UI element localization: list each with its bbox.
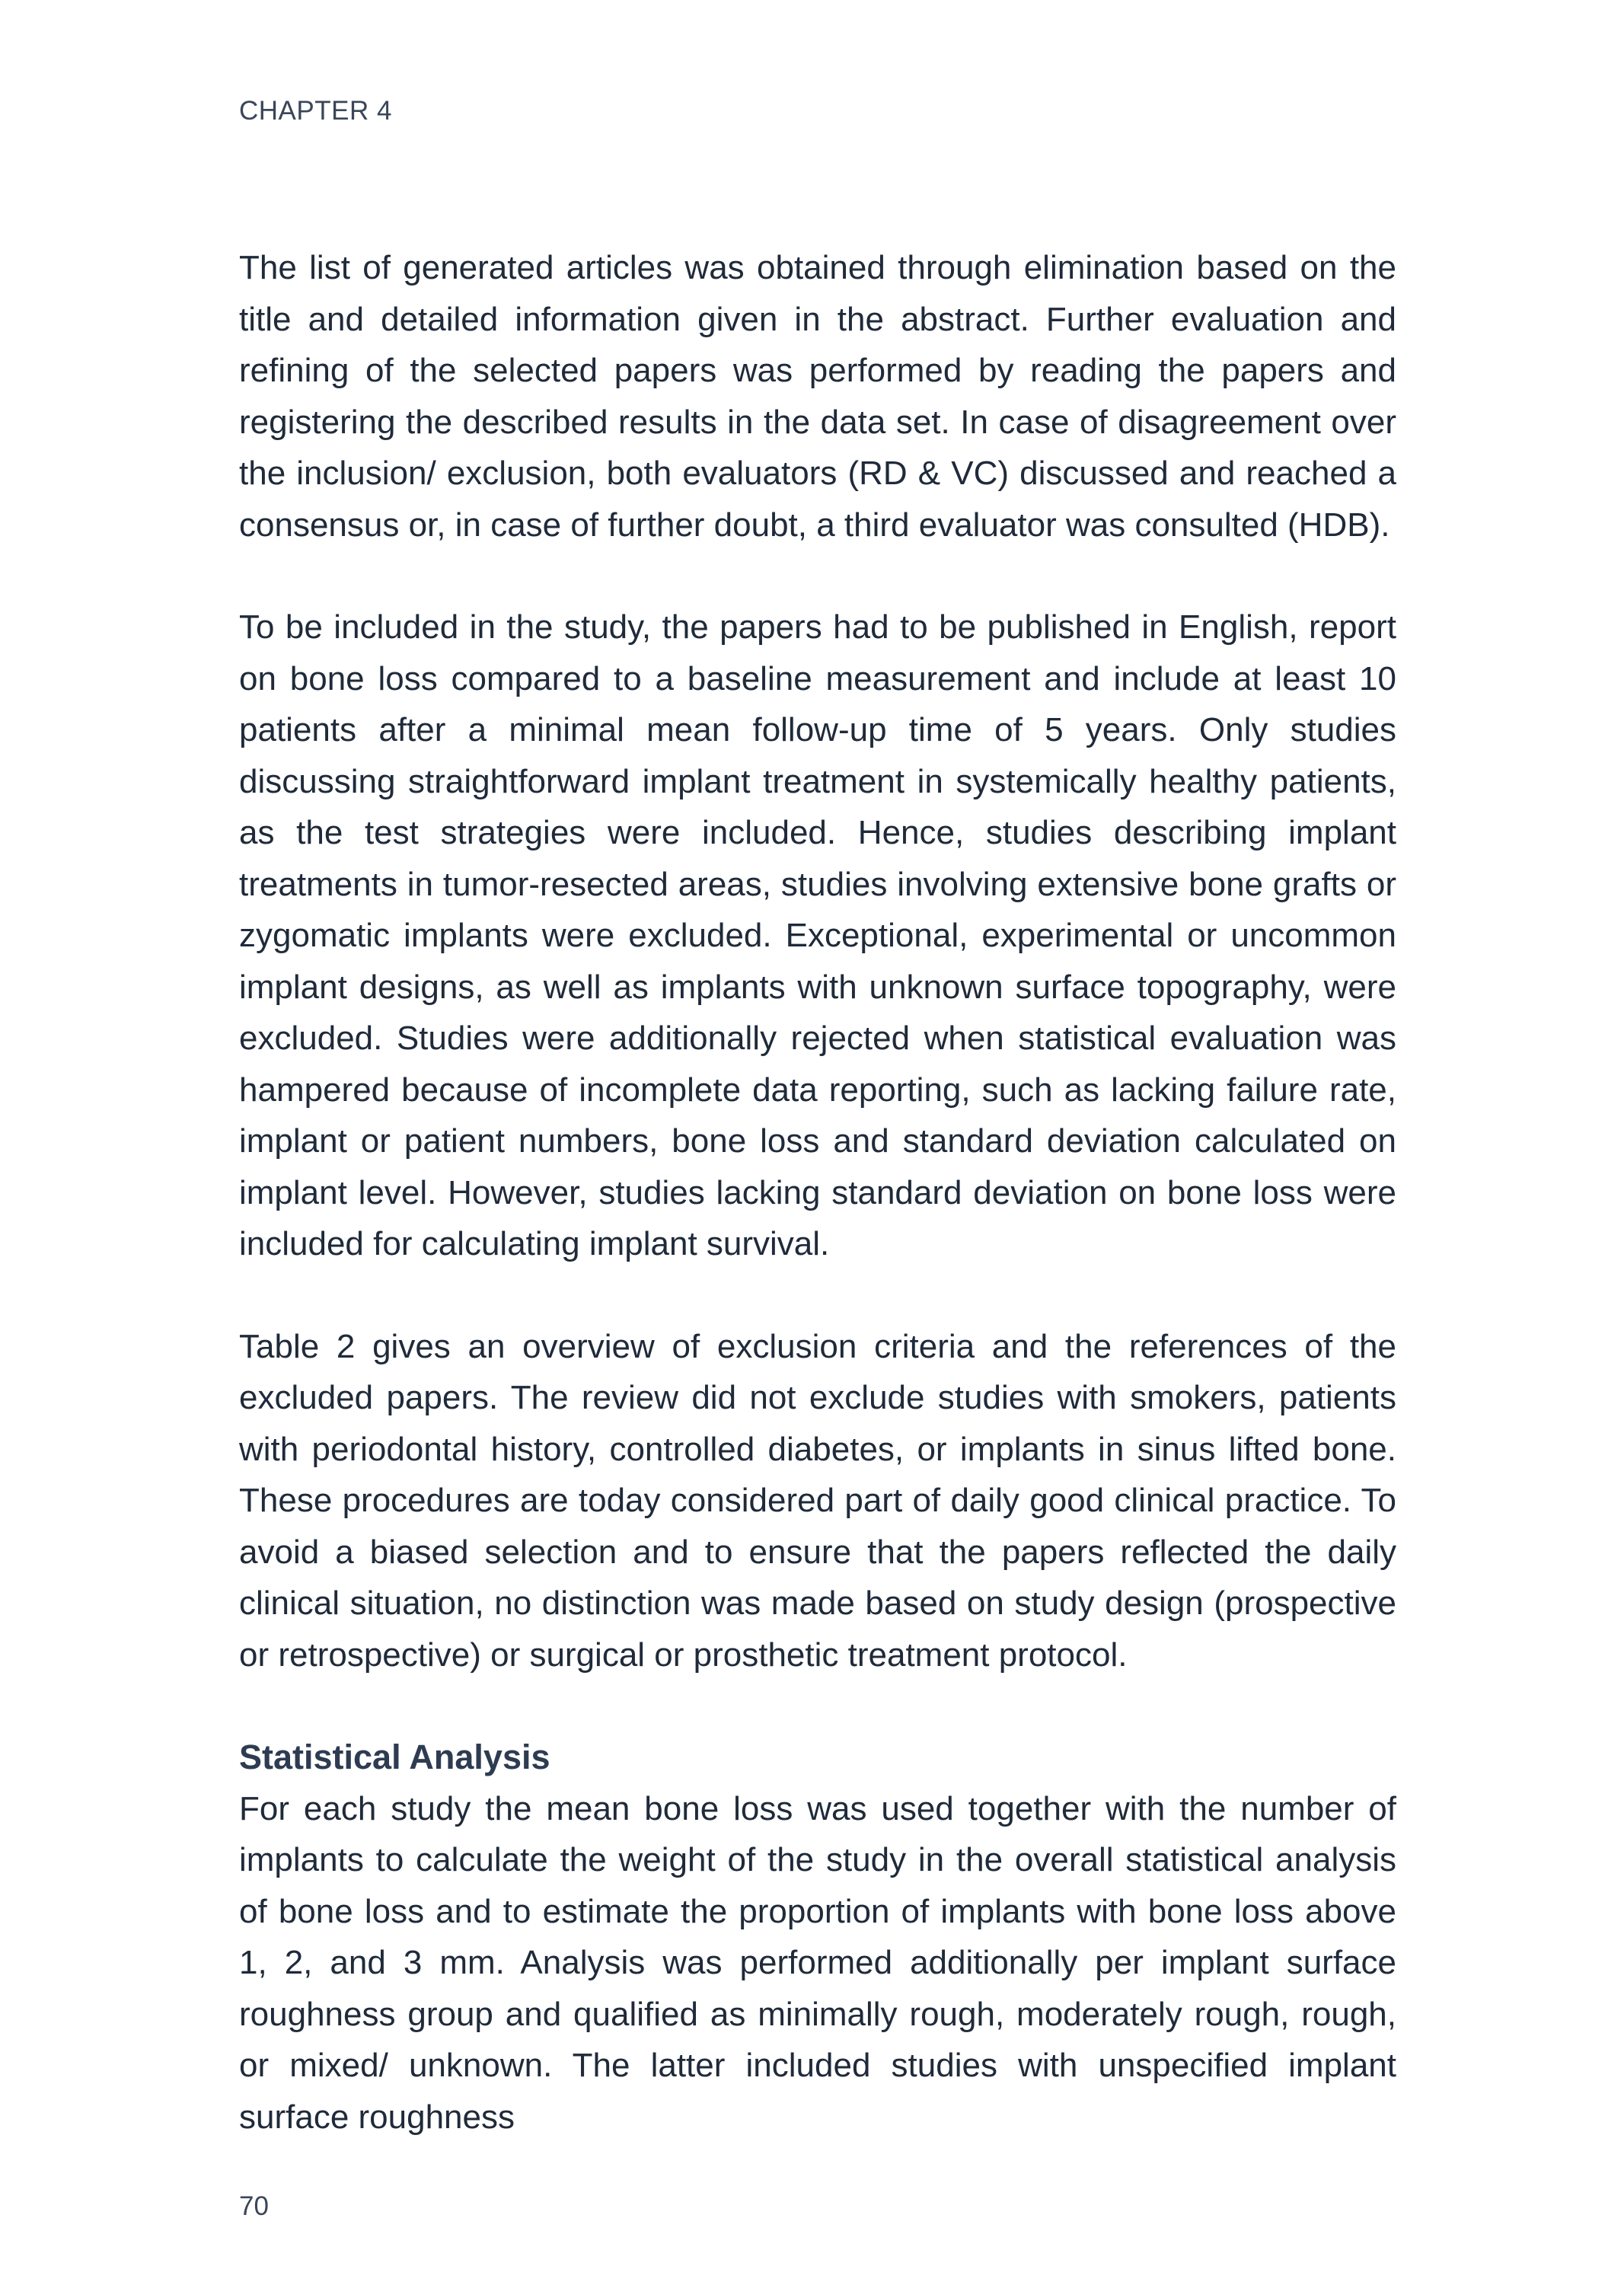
page-number: 70 — [239, 2191, 269, 2221]
paragraph-statistical-analysis: For each study the mean bone loss was used together with the number of implants to calculate the weight of the study in the overall statistical analysis of bone loss and to estimate the proportion of implants with bone loss above 1, 2, and 3 mm. Analysis was performed additionally per implant surface roughness group and qualified as minimally rough, moderately rough, rough, or mixed/ unknown. The latter included studies with unspecified implant surface roughness — [239, 1789, 1396, 2136]
running-head: CHAPTER 4 — [239, 96, 392, 126]
paragraph-exclusion-overview: Table 2 gives an overview of exclusion criteria and the references of the excluded papers. The review did not exclude studies with smokers, patients with periodontal history, controlled diabetes, or implants in sinus lifted bone. These procedures are today considered part of daily good clinical practice. To avoid a biased selection and to ensure that the papers reflected the daily clinical situation, no distinction was made based on study design (prospective or retrospective) or surgical or prosthetic treatment protocol. — [239, 1327, 1396, 1674]
page-body — [239, 242, 1396, 2143]
section-heading-statistical-analysis: Statistical Analysis — [239, 1738, 550, 1776]
paragraph-inclusion-criteria: To be included in the study, the papers had to be published in English, report on bone loss compared to a baseline measurement and include at least 10 patients after a minimal mean follow-up time of 5 years. Only studies discussing straightforward implant treatment in systemically healthy patients, as the test strategies were included. Hence, studies describing implant treatments in tumor-resected areas, studies involving extensive bone grafts or zygomatic implants were excluded. Exceptional, experimental or uncommon implant designs, as well as implants with unknown surface topography, were excluded. Studies were additionally rejected when statistical evaluation was hampered because of incomplete data reporting, such as lacking failure rate, implant or patient numbers, bone loss and standard deviation calculated on implant level. However, studies lacking standard deviation on bone loss were included for calculating implant survival. — [239, 608, 1396, 1262]
paragraph-article-selection: The list of generated articles was obtained through elimination based on the title and detailed information given in the abstract. Further evaluation and refining of the selected papers was performed by reading the papers and registering the described results in the data set. In case of disagreement over the inclusion/ exclusion, both evaluators (RD & VC) discussed and reached a consensus or, in case of further doubt, a third evaluator was consulted (HDB). — [239, 249, 1396, 544]
